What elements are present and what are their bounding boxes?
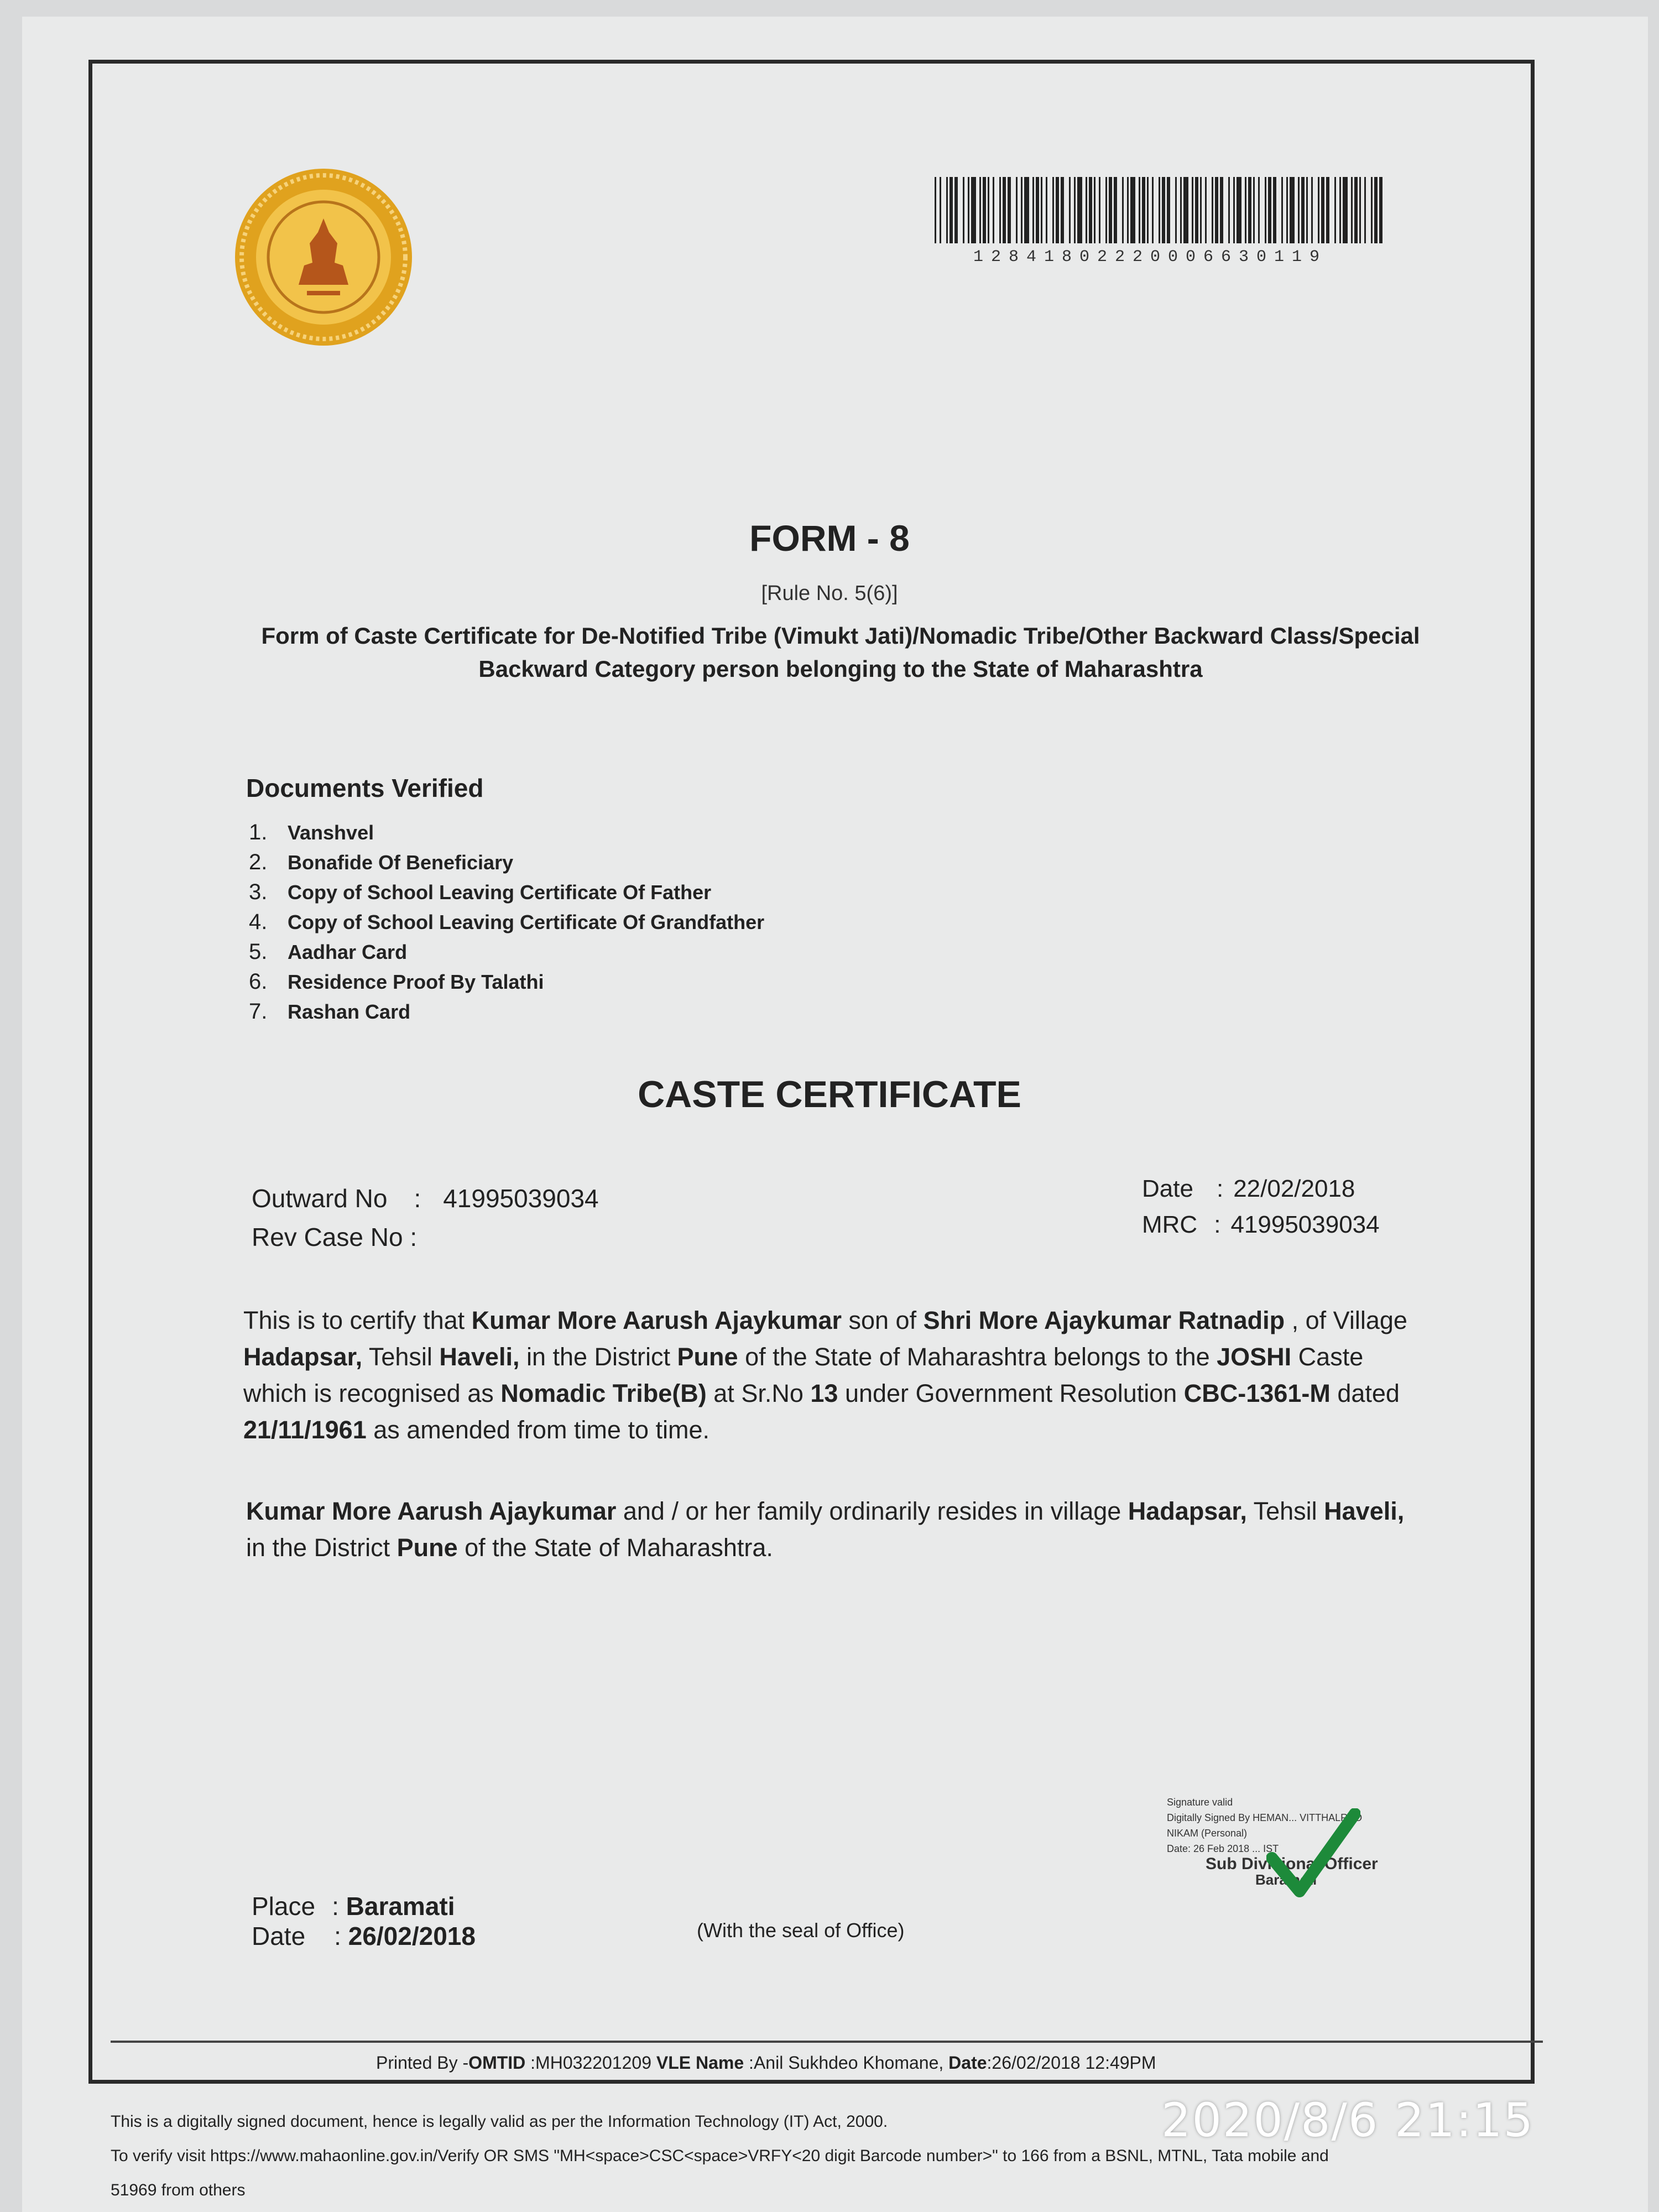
certificate-title: CASTE CERTIFICATE xyxy=(638,1073,1021,1115)
barcode-number: 12841802220006630119 xyxy=(973,248,1328,267)
photo-timestamp: 2020/8/6 21:15 xyxy=(1161,2093,1535,2147)
digital-signature-block: Signature valid Digitally Signed By HEMAN... VITTHALRAO NIKAM (Personal) Date: 26 Feb 2018 ... IST Sub Divisional Officer Baramati xyxy=(1167,1797,1378,1888)
list-item: 3. Copy of School Leaving Certificate Of Father xyxy=(249,880,712,904)
barcode xyxy=(935,177,1388,243)
signature-valid-check-icon xyxy=(1266,1808,1360,1908)
list-item: 1. Vanshvel xyxy=(249,820,374,844)
documents-verified-heading: Documents Verified xyxy=(246,774,484,802)
certification-paragraph: This is to certify that Kumar More Aarush Ajaykumar son of Shri More Ajaykumar Ratnadip , of Village Hadapsar, Tehsil Haveli, in the District Pune of the State of Maharashtra belongs to the JOSHI Caste which is recognised as Nomadic Tribe(B) at Sr.No 13 under Government Resolution CBC-1361-M dated 21/11/1961 as amended from time to time. xyxy=(243,1306,1407,1444)
rule-number: [Rule No. 5(6)] xyxy=(761,582,898,605)
government-seal-icon xyxy=(232,166,415,348)
certificate-border xyxy=(88,60,1535,2084)
list-item: 7. Rashan Card xyxy=(249,999,411,1024)
list-item: 4. Copy of School Leaving Certificate Of Grandfather xyxy=(249,910,765,934)
legal-note: This is a digitally signed document, hence is legally valid as per the Information Technology (IT) Act, 2000. xyxy=(111,2112,888,2131)
printed-by: Printed By -OMTID :MH032201209 VLE Name :Anil Sukhdeo Khomane, Date:26/02/2018 12:49PM xyxy=(376,2053,1156,2073)
mrc-number: MRC : 41995039034 xyxy=(1142,1211,1380,1238)
list-item: 2. Bonafide Of Beneficiary xyxy=(249,850,514,874)
footer-divider xyxy=(111,2041,1543,2043)
verify-note: To verify visit https://www.mahaonline.gov.in/Verify OR SMS "MH<space>CSC<space>VRFY<20 digit Barcode number>" to 166 from a BSNL, MTNL, Tata mobile and xyxy=(111,2147,1329,2165)
list-item: 5. Aadhar Card xyxy=(249,940,408,964)
form-subtitle: Form of Caste Certificate for De-Notified Tribe (Vimukt Jati)/Nomadic Tribe/Other Backward Class/Special Backward Category person belonging to the State of Maharashtra xyxy=(261,623,1420,682)
rev-case-number: Rev Case No : xyxy=(252,1223,418,1251)
certificate-date: Date : 22/02/2018 xyxy=(1142,1175,1355,1202)
outward-number: Outward No : 41995039034 xyxy=(252,1184,599,1213)
documents-list xyxy=(249,817,764,1026)
seal-note: (With the seal of Office) xyxy=(697,1919,905,1942)
form-title: FORM - 8 xyxy=(749,518,910,559)
list-item: 6. Residence Proof By Talathi xyxy=(249,969,544,994)
verify-note-cont: 51969 from others xyxy=(111,2181,246,2199)
residence-paragraph: Kumar More Aarush Ajaykumar and / or her family ordinarily resides in village Hadapsar, Tehsil Haveli, in the District Pune of the State of Maharashtra. xyxy=(246,1497,1405,1562)
place-date-block: Place : Baramati Date : 26/02/2018 xyxy=(252,1892,476,1950)
